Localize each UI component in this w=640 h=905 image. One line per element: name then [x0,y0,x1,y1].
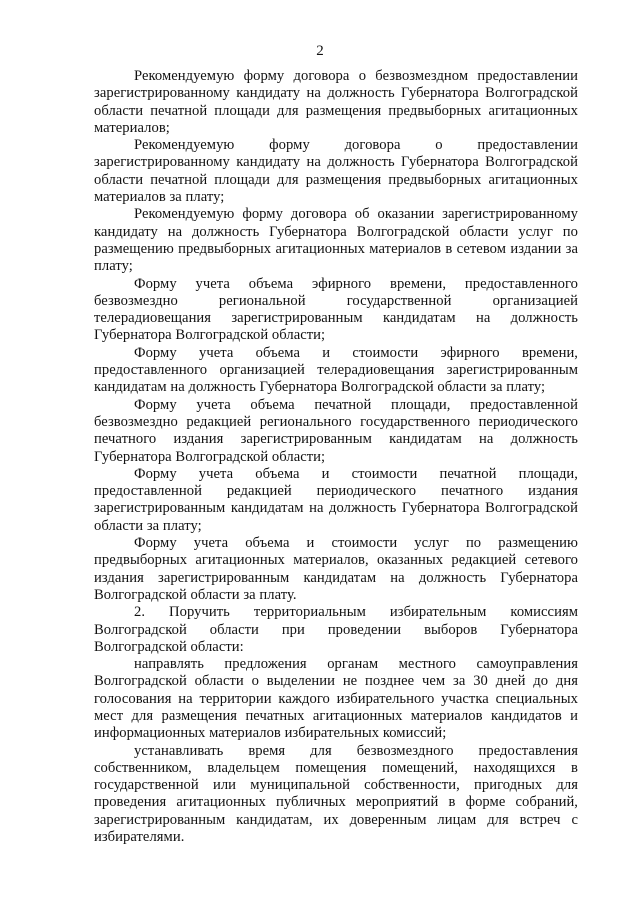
paragraph-send-proposals: направлять предложения органам местного самоуправления Волгоградской области о выделении не позднее чем за 30 дней до дня голосования на территории каждого избирательного участка специальных мест для размещения печатных агитационных материалов кандидатов и информационных материалов избирательных комиссий; [94,656,578,742]
paragraph-online-services-accounting: Форму учета объема и стоимости услуг по размещению предвыборных агитационных материалов, оказанных редакцией сетевого издания зарегистрированным кандидатам на должность Губернатора Волгоградской области за плату. [94,535,578,603]
paragraph-free-airtime-accounting: Форму учета объема эфирного времени, предоставленного безвозмездно региональной государственной организацией телерадиовещания зарегистрированным кандидатам на должность Губернатора Волгоградской области; [94,275,578,344]
document-body [94,68,578,846]
paragraph-instruct-commissions: 2. Поручить территориальным избирательным комиссиям Волгоградской области при проведении выборов Губернатора Волгоградской области: [94,604,578,655]
paragraph-paid-print-accounting: Форму учета объема и стоимости печатной площади, предоставленной редакцией периодического печатного издания зарегистрированным кандидатам на должность Губернатора Волгоградской области за плату; [94,465,578,534]
paragraph-form-paid-print-space: Рекомендуемую форму договора о предоставлении зарегистрированному кандидату на должность Губернатора Волгоградской области печатной площади для размещения предвыборных агитационных материалов за плату; [94,137,578,206]
paragraph-form-free-print-space: Рекомендуемую форму договора о безвозмездном предоставлении зарегистрированному кандидату на должность Губернатора Волгоградской области печатной площади для размещения предвыборных агитационных материалов; [94,68,578,136]
paragraph-form-online-placement: Рекомендуемую форму договора об оказании зарегистрированному кандидату на должность Губернатора Волгоградской области услуг по размещению предвыборных агитационных материалов в сетевом издании за плату; [94,206,578,275]
paragraph-free-print-accounting: Форму учета объема печатной площади, предоставленной безвозмездно редакцией регионального государственного периодического печатного издания зарегистрированным кандидатам на должность Губернатора Волгоградской области; [94,396,578,465]
paragraph-set-time-premises: устанавливать время для безвозмездного предоставления собственником, владельцем помещения помещений, находящихся в государственной или муниципальной собственности, пригодных для проведения агитационных публичных мероприятий в форме собраний, зарегистрированным кандидатам, их доверенным лицам для встреч с избирателями. [94,742,578,846]
paragraph-paid-airtime-accounting: Форму учета объема и стоимости эфирного времени, предоставленного организацией телерадиовещания зарегистрированным кандидатам на должность Губернатора Волгоградской области за плату; [94,344,578,396]
page-number: 2 [316,43,324,59]
